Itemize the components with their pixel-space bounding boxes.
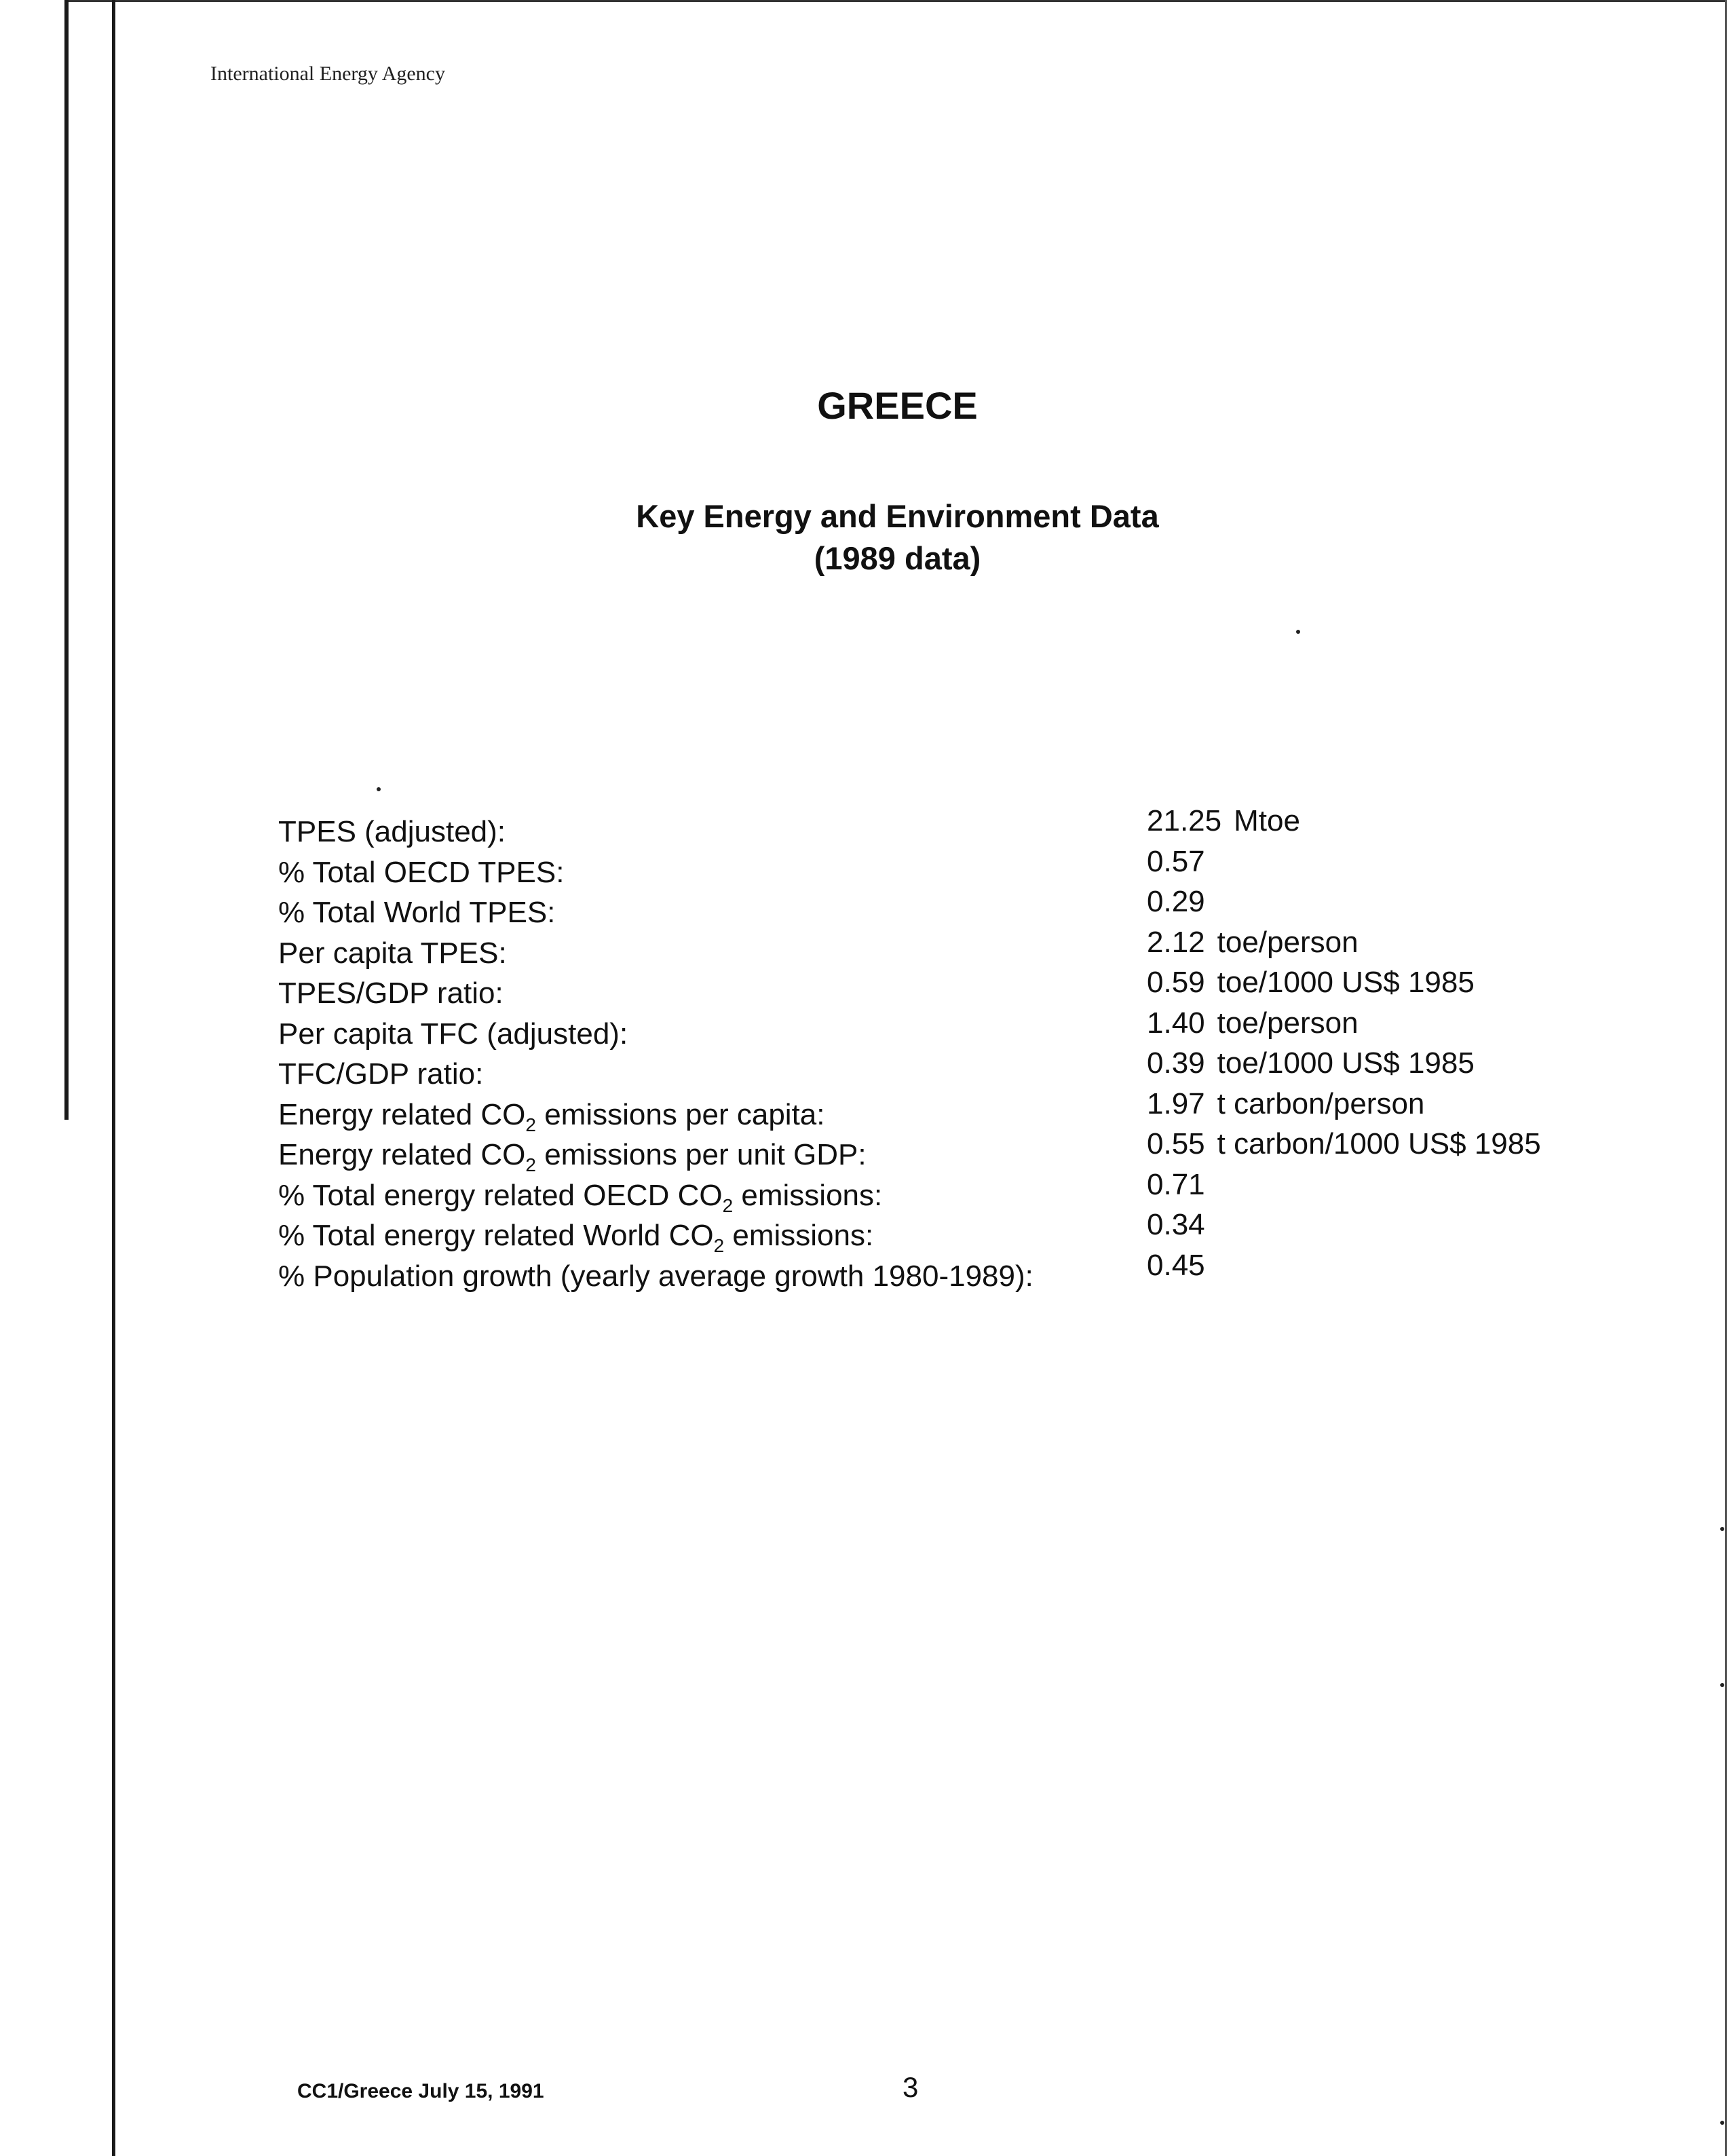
row-value: 0.34 [1147, 1208, 1205, 1241]
table-row [278, 1006, 1635, 1051]
energy-data-table [278, 804, 1635, 1293]
table-row [278, 1248, 1635, 1293]
row-value-group [1147, 1127, 1541, 1161]
table-row [278, 885, 1635, 929]
row-label: % Total OECD TPES: [278, 855, 565, 889]
row-unit: toe/1000 US$ 1985 [1217, 966, 1475, 999]
row-value-group [1147, 1208, 1205, 1242]
row-value: 0.57 [1147, 844, 1205, 878]
row-label-subscript: 2 [713, 1234, 725, 1256]
row-value: 0.71 [1147, 1167, 1205, 1201]
row-label-text: emissions: [724, 1219, 874, 1252]
row-unit: t carbon/1000 US$ 1985 [1217, 1127, 1541, 1160]
row-label: TPES/GDP ratio: [278, 977, 504, 1010]
scan-speck [1720, 1527, 1724, 1531]
table-row [278, 1167, 1635, 1216]
scan-speck [1296, 630, 1300, 634]
row-unit: toe/person [1217, 1006, 1359, 1040]
row-value: 2.12 [1147, 925, 1205, 959]
footer-doc-ref: CC1/Greece July 15, 1991 [297, 2080, 544, 2102]
page-title: GREECE [817, 384, 978, 427]
row-value: 0.45 [1147, 1248, 1205, 1282]
row-unit: t carbon/person [1217, 1086, 1425, 1120]
row-label: TFC/GDP ratio: [278, 1057, 484, 1091]
table-row [278, 1046, 1635, 1091]
row-value-group [1147, 804, 1300, 838]
row-value: 0.55 [1147, 1127, 1205, 1160]
row-value-group [1147, 885, 1205, 919]
agency-header: International Energy Agency [210, 62, 445, 85]
row-label-subscript: 2 [525, 1114, 536, 1135]
row-value: 21.25 [1147, 804, 1222, 837]
scan-speck [1720, 2121, 1724, 2125]
row-value: 0.59 [1147, 966, 1205, 999]
table-row [278, 1086, 1635, 1135]
scan-speck [1720, 1683, 1724, 1687]
row-label: % Total World TPES: [278, 896, 556, 929]
scan-speck [377, 787, 381, 791]
row-label-subscript: 2 [525, 1154, 536, 1175]
row-label: Per capita TFC (adjusted): [278, 1017, 628, 1051]
row-value-group [1147, 1006, 1359, 1040]
row-label: % Population growth (yearly average growth 1980-1989): [278, 1259, 1033, 1293]
row-value-group [1147, 926, 1359, 960]
row-value-group [1147, 1046, 1475, 1080]
table-row [278, 966, 1635, 1010]
row-label-text: % Total energy related OECD CO [278, 1178, 723, 1212]
row-label-subscript: 2 [722, 1194, 734, 1216]
table-row [278, 1208, 1635, 1256]
subtitle-line-2: (1989 data) [814, 540, 981, 576]
row-value: 1.40 [1147, 1006, 1205, 1040]
row-value-group [1147, 966, 1475, 1000]
row-value-group [1147, 1087, 1424, 1121]
table-row [278, 844, 1635, 889]
table-row [278, 804, 1635, 848]
row-label-text: emissions per capita: [535, 1097, 825, 1131]
row-label: Per capita TPES: [278, 936, 507, 970]
page-number: 3 [903, 2071, 919, 2103]
row-unit: toe/1000 US$ 1985 [1217, 1046, 1475, 1080]
row-unit: toe/person [1217, 925, 1359, 959]
scan-edge-top [64, 0, 1727, 2]
table-row [278, 925, 1635, 970]
row-unit: Mtoe [1234, 804, 1300, 837]
row-value-group [1147, 1249, 1205, 1283]
row-label: TPES (adjusted): [278, 815, 506, 848]
row-label-text: Energy related CO [278, 1138, 526, 1171]
row-value-group [1147, 845, 1205, 879]
row-value: 0.39 [1147, 1046, 1205, 1080]
row-label-text: Energy related CO [278, 1097, 526, 1131]
row-value: 1.97 [1147, 1086, 1205, 1120]
row-label-text: % Total energy related World CO [278, 1219, 714, 1252]
scan-edge-left-inner [112, 0, 115, 2156]
row-value: 0.29 [1147, 885, 1205, 918]
table-row [278, 1127, 1635, 1175]
row-label-text: emissions per unit GDP: [535, 1138, 867, 1171]
subtitle-line-1: Key Energy and Environment Data [636, 498, 1159, 534]
row-label-text: emissions: [733, 1178, 883, 1212]
row-value-group [1147, 1168, 1205, 1202]
page-subtitle [0, 495, 1727, 580]
